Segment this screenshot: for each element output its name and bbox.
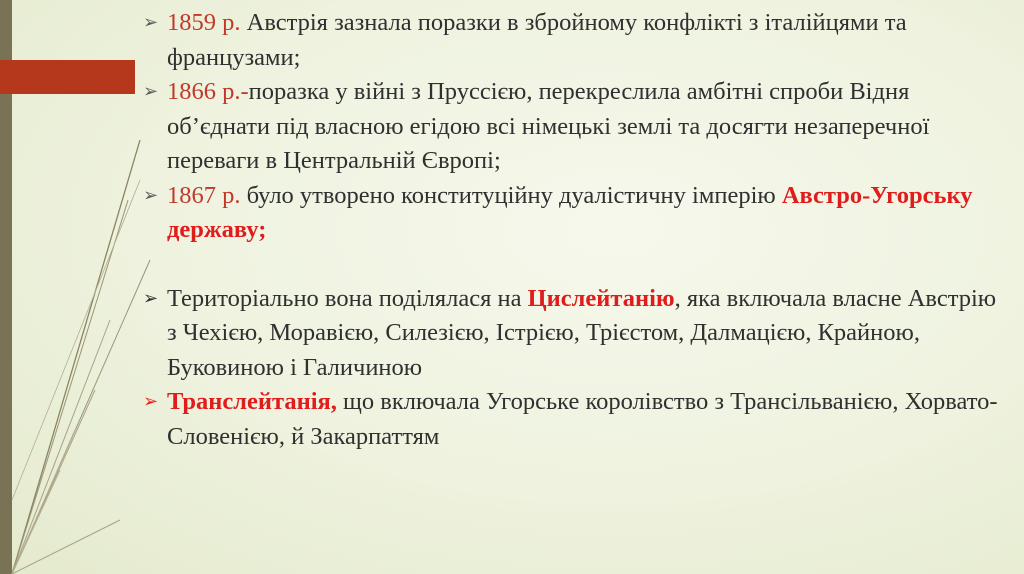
decorative-lines-graphic — [0, 0, 160, 574]
arrow-bullet-icon: ➢ — [143, 184, 159, 206]
list-item — [143, 282, 1003, 386]
highlight-term: Цислейтанію — [527, 284, 675, 312]
highlight-term: Австро-Угорську державу; — [167, 181, 973, 243]
spacer — [143, 248, 1003, 282]
item-text: Територіально вона поділялася на — [167, 284, 528, 312]
arrow-bullet-icon: ➢ — [143, 12, 159, 33]
slide-text — [143, 6, 1003, 454]
list-item — [143, 179, 1003, 248]
item-text: що включала Угорське королівство з Трансільванією, Хорвато-Словенією, й Закарпаттям — [167, 388, 998, 450]
item-text: , яка включала власне Австрію з Чехією, Моравією, Силезією, Істрією, Трієстом, Далмацією, Крайною, Буковиною і Галичиною — [167, 284, 997, 381]
item-text: Австрія зазнала поразки в збройному конфлікті з італійцями та французами; — [167, 9, 907, 71]
list-item — [143, 6, 1003, 75]
list-item — [143, 385, 1003, 454]
year-label: 1859 р. — [167, 9, 241, 36]
item-text: поразка у війні з Пруссією, перекреслила амбітні спроби Відня об’єднати під власною егідою всі німецькі землі та досягти незаперечної переваги в Центральній Європі; — [167, 78, 930, 174]
list-item — [143, 75, 1003, 179]
item-text: було утворено конституційну дуалістичну імперію — [240, 181, 782, 209]
arrow-bullet-icon: ➢ — [143, 391, 159, 412]
year-label: 1867 р. — [167, 181, 241, 209]
arrow-bullet-icon: ➢ — [143, 287, 159, 309]
highlight-term: Транслейтанія, — [167, 388, 337, 415]
year-label: 1866 р.- — [167, 78, 249, 105]
arrow-bullet-icon: ➢ — [143, 81, 159, 102]
